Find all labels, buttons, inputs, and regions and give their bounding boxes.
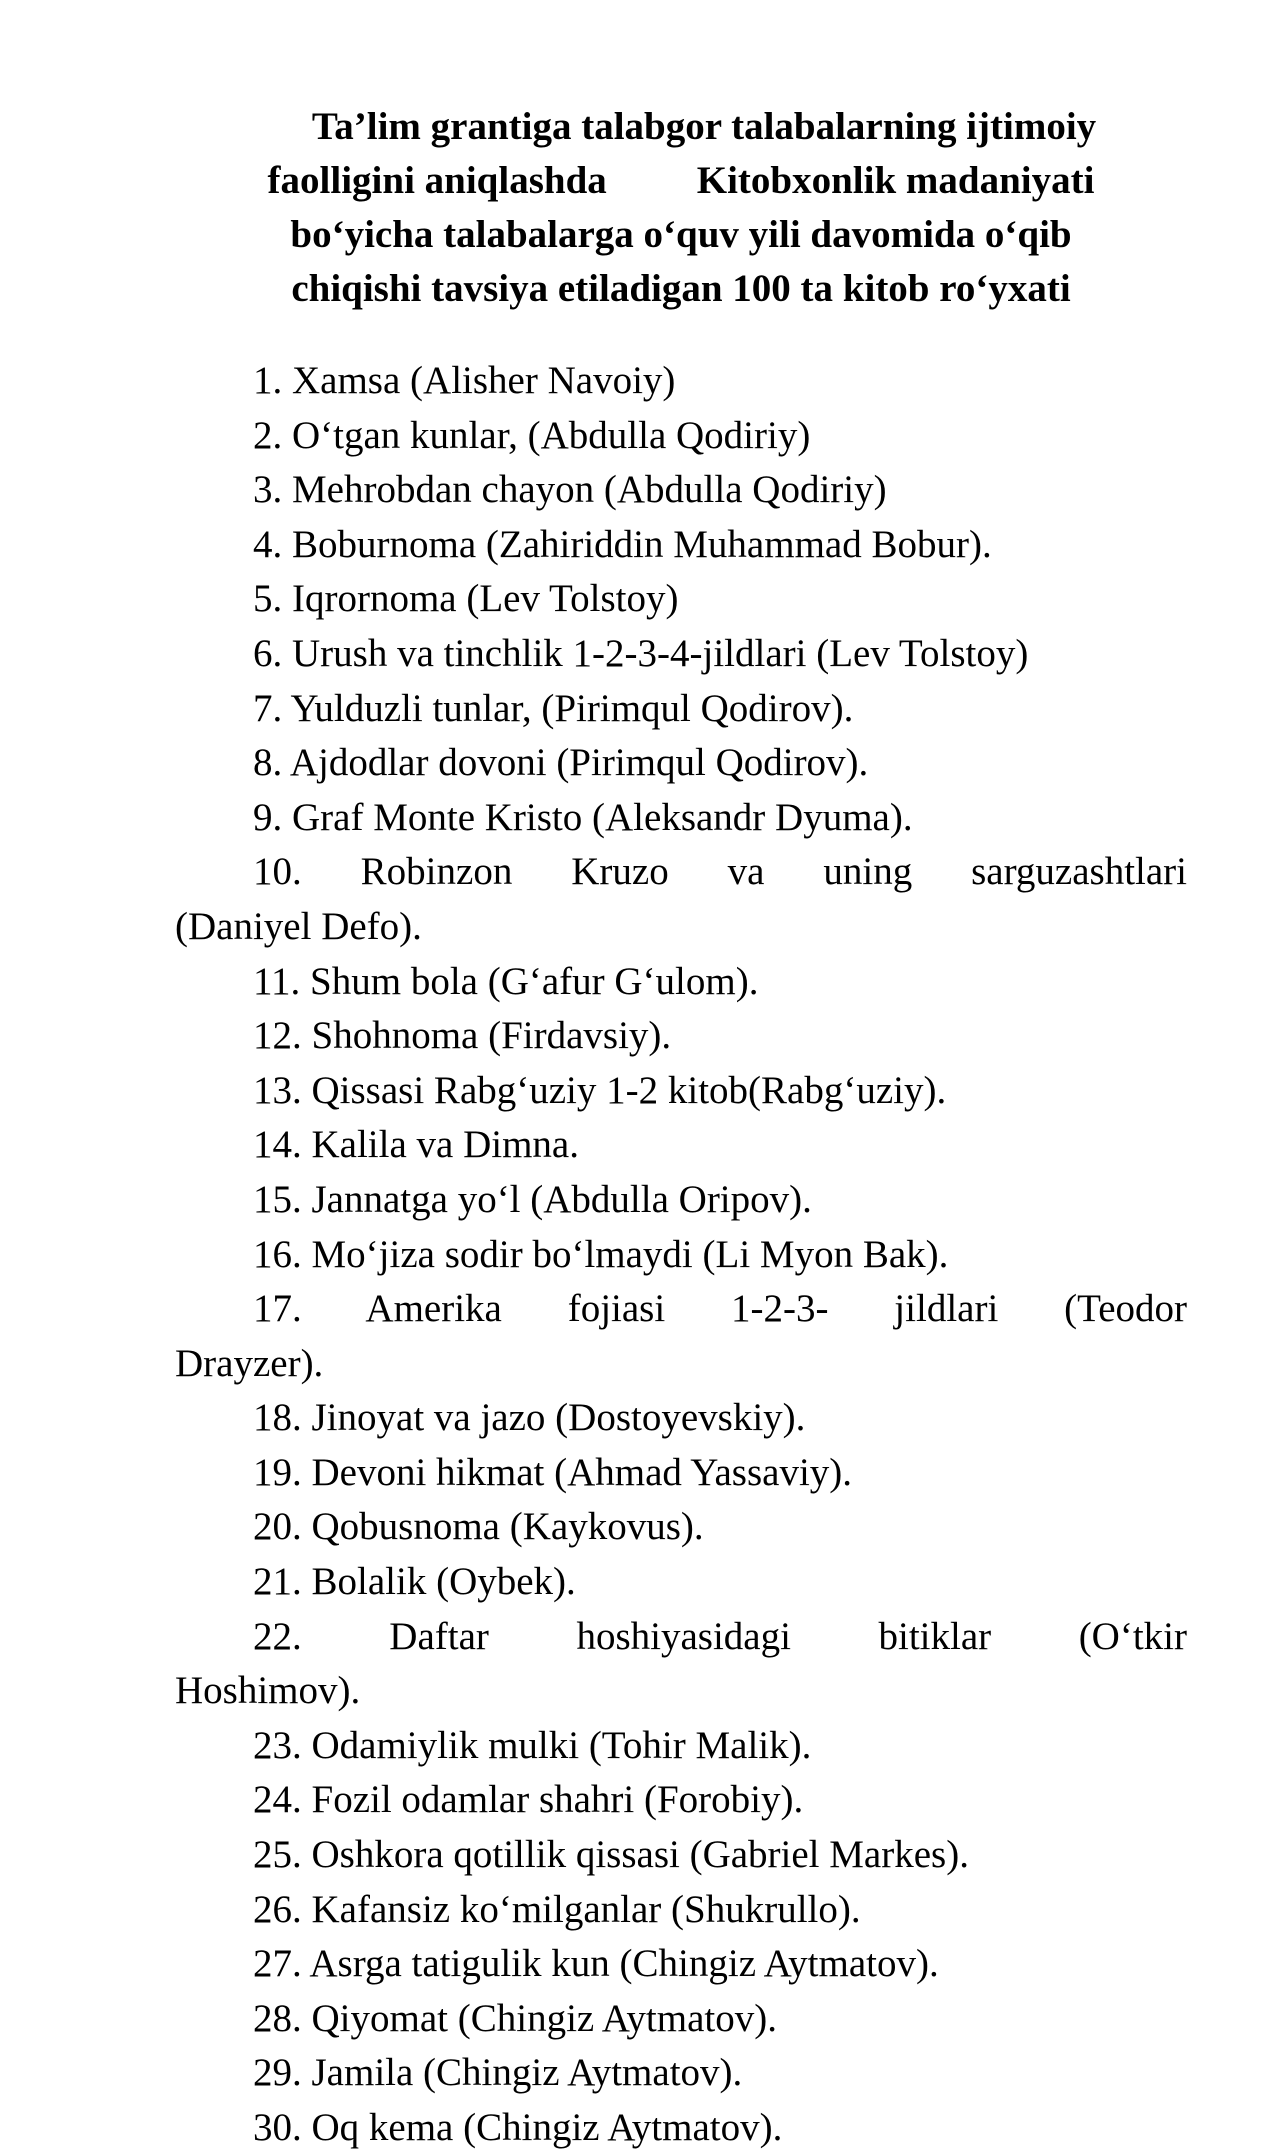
book-list-item: 13. Qissasi Rabg‘uziy 1-2 kitob(Rabg‘uziy).: [253, 1068, 947, 1112]
book-list-item: 1. Xamsa (Alisher Navoiy): [253, 359, 676, 402]
book-list-item: 16. Mo‘jiza sodir bo‘lmaydi (Li Myon Bak).: [253, 1232, 949, 1276]
title-line-1: Ta’lim grantiga talabgor talabalarning ijtimoiy: [311, 105, 1097, 148]
book-list-item: [175, 1282, 1187, 1391]
book-list-item: 26. Kafansiz ko‘milganlar (Shukrullo).: [253, 1887, 861, 1931]
book-list-item-continuation: Drayzer).: [175, 1341, 324, 1385]
book-list-item: 7. Yulduzli tunlar, (Pirimqul Qodirov).: [253, 686, 854, 730]
book-list-item-continuation: Hoshimov).: [175, 1669, 361, 1713]
book-list-item: 8. Ajdodlar dovoni (Pirimqul Qodirov).: [253, 741, 869, 785]
book-list-item: 3. Mehrobdan chayon (Abdulla Qodiriy): [253, 468, 887, 512]
book-list-item: 12. Shohnoma (Firdavsiy).: [253, 1014, 672, 1058]
book-list-item: 30. Oq kema (Chingiz Aytmatov).: [253, 2106, 783, 2149]
book-list-item: 28. Qiyomat (Chingiz Aytmatov).: [253, 1996, 777, 2040]
title-line-2: [175, 154, 1187, 208]
book-list-item: 11. Shum bola (G‘afur G‘ulom).: [253, 959, 759, 1003]
book-list-item: 2. O‘tgan kunlar, (Abdulla Qodiriy): [253, 413, 811, 457]
book-list-item-text: 17. Amerika fojiasi 1-2-3- jildlari (Teodor: [253, 1287, 1187, 1331]
book-list-item: 24. Fozil odamlar shahri (Forobiy).: [253, 1778, 804, 1822]
document-page: [175, 100, 1187, 2156]
title-line-2-part-2: Kitobxonlik madaniyati: [696, 159, 1095, 202]
book-list-item-text: 10. Robinzon Kruzo va uning sarguzashtlari: [253, 850, 1187, 894]
book-list-item: 15. Jannatga yo‘l (Abdulla Oripov).: [253, 1177, 812, 1221]
book-list-item-text: 22. Daftar hoshiyasidagi bitiklar (O‘tkir: [253, 1614, 1187, 1658]
book-list-item: 19. Devoni hikmat (Ahmad Yassaviy).: [253, 1450, 853, 1494]
book-list-item: 6. Urush va tinchlik 1-2-3-4-jildlari (Lev Tolstoy): [253, 631, 1029, 675]
book-list-item: 29. Jamila (Chingiz Aytmatov).: [253, 2051, 743, 2095]
book-list-item: 23. Odamiylik mulki (Tohir Malik).: [253, 1723, 812, 1767]
title-line-3: bo‘yicha talabalarga o‘quv yili davomida o‘qib: [290, 213, 1072, 256]
book-list-item: 20. Qobusnoma (Kaykovus).: [253, 1505, 704, 1549]
book-list-item: 9. Graf Monte Kristo (Aleksandr Dyuma).: [253, 795, 913, 839]
book-list-item: 18. Jinoyat va jazo (Dostoyevskiy).: [253, 1396, 806, 1440]
book-list: [175, 354, 1187, 2156]
book-list-item: [175, 1610, 1187, 1719]
book-list-item: 21. Bolalik (Oybek).: [253, 1560, 576, 1604]
book-list-item: 4. Boburnoma (Zahiriddin Muhammad Bobur).: [253, 522, 992, 566]
book-list-item: [175, 845, 1187, 954]
document-title: [175, 100, 1187, 316]
book-list-item-continuation: (Daniyel Defo).: [175, 904, 422, 948]
book-list-item: 27. Asrga tatigulik kun (Chingiz Aytmatov).: [253, 1942, 939, 1986]
book-list-item: 5. Iqrornoma (Lev Tolstoy): [253, 577, 679, 621]
book-list-item: 25. Oshkora qotillik qissasi (Gabriel Markes).: [253, 1833, 969, 1877]
title-line-4: chiqishi tavsiya etiladigan 100 ta kitob ro‘yxati: [291, 267, 1071, 310]
book-list-item: 14. Kalila va Dimna.: [253, 1123, 579, 1167]
title-line-2-part-1: faolligini aniqlashda: [267, 159, 607, 202]
